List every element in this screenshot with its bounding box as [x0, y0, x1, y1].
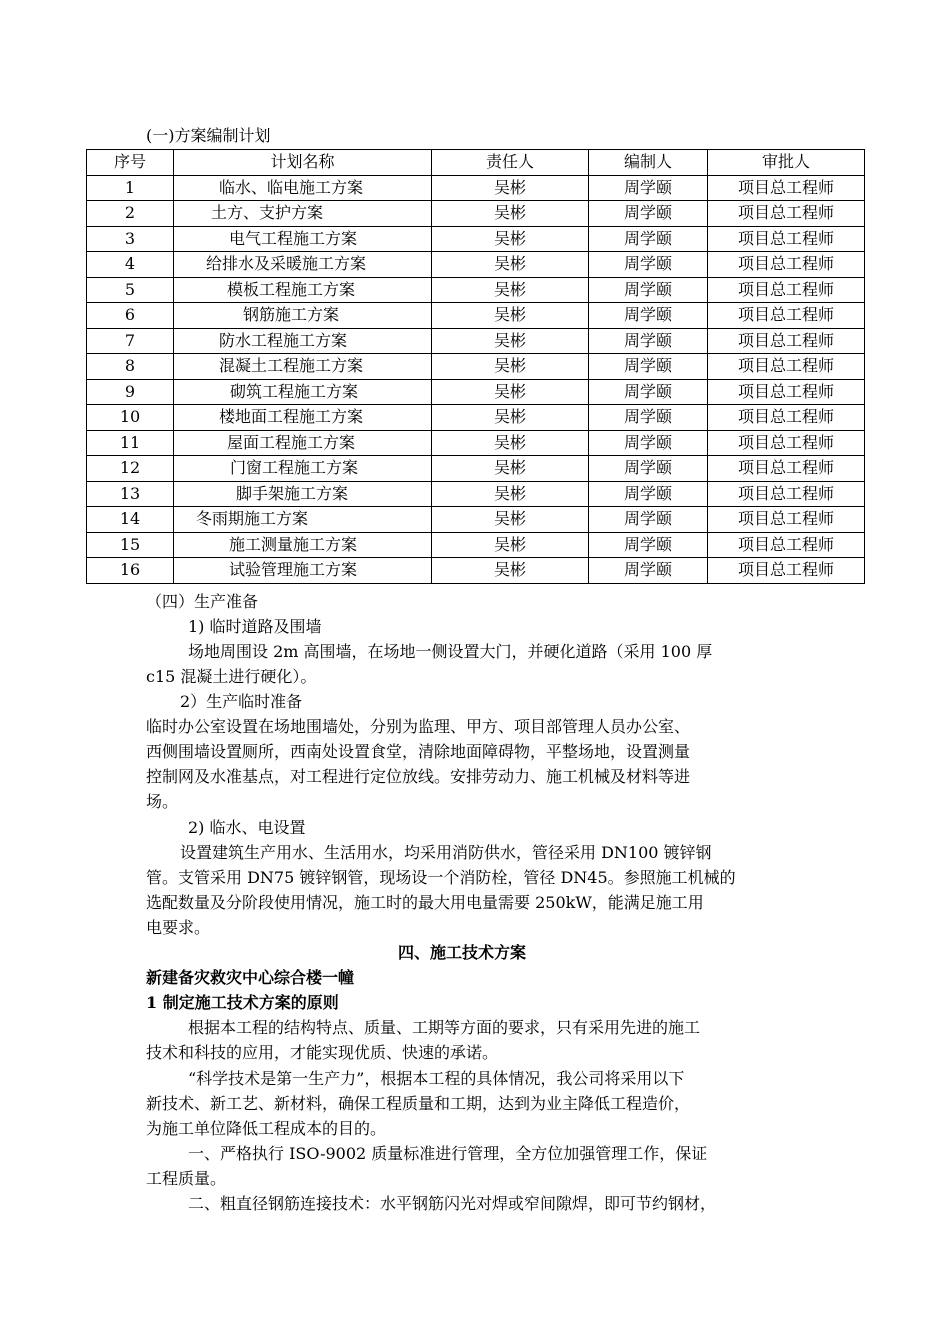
cell-index: 11 — [87, 430, 174, 456]
cell-author: 周学颐 — [589, 507, 708, 533]
cell-responsible: 吴彬 — [432, 252, 589, 278]
table-row — [87, 532, 865, 558]
cell-index: 4 — [87, 252, 174, 278]
cell-plan-name: 防水工程施工方案 — [174, 328, 432, 354]
cell-index: 16 — [87, 558, 174, 584]
cell-approver: 项目总工程师 — [708, 379, 865, 405]
cell-approver: 项目总工程师 — [708, 430, 865, 456]
cell-responsible: 吴彬 — [432, 354, 589, 380]
cell-approver: 项目总工程师 — [708, 277, 865, 303]
cell-approver: 项目总工程师 — [708, 175, 865, 201]
cell-plan-name: 钢筋施工方案 — [174, 303, 432, 329]
cell-responsible: 吴彬 — [432, 430, 589, 456]
cell-author: 周学颐 — [589, 303, 708, 329]
section-heading-technical: 四、施工技术方案 — [398, 943, 527, 962]
paragraph-line: 为施工单位降低工程成本的目的。 — [146, 1119, 387, 1138]
paragraph-line: 场地周围设 2m 高围墙，在场地一侧设置大门，并硬化道路（采用 100 厚 — [188, 642, 713, 661]
cell-index: 2 — [87, 201, 174, 227]
paragraph-line: 新技术、新工艺、新材料，确保工程质量和工期，达到为业主降低工程造价， — [146, 1094, 691, 1113]
cell-responsible: 吴彬 — [432, 201, 589, 227]
cell-responsible: 吴彬 — [432, 481, 589, 507]
cell-index: 9 — [87, 379, 174, 405]
paragraph-line: “科学技术是第一生产力”，根据本工程的具体情况，我公司将采用以下 — [188, 1069, 685, 1088]
cell-responsible: 吴彬 — [432, 532, 589, 558]
table-row — [87, 430, 865, 456]
table-row — [87, 277, 865, 303]
cell-plan-name: 给排水及采暖施工方案 — [174, 252, 432, 278]
cell-index: 1 — [87, 175, 174, 201]
table-row — [87, 558, 865, 584]
cell-approver: 项目总工程师 — [708, 507, 865, 533]
cell-index: 10 — [87, 405, 174, 431]
table-caption: (一)方案编制计划 — [146, 126, 271, 145]
table-row — [87, 507, 865, 533]
header-author: 编制人 — [589, 150, 708, 176]
cell-approver: 项目总工程师 — [708, 405, 865, 431]
cell-plan-name: 土方、支护方案 — [174, 201, 432, 227]
cell-author: 周学颐 — [589, 226, 708, 252]
paragraph-line: 技术和科技的应用，才能实现优质、快速的承诺。 — [146, 1043, 499, 1062]
cell-author: 周学颐 — [589, 175, 708, 201]
paragraph-line: 选配数量及分阶段使用情况，施工时的最大用电量需要 250kW，能满足施工用 — [146, 893, 704, 912]
cell-approver: 项目总工程师 — [708, 226, 865, 252]
cell-plan-name: 临水、临电施工方案 — [174, 175, 432, 201]
cell-plan-name: 脚手架施工方案 — [174, 481, 432, 507]
subsection-heading-principles: 1 制定施工技术方案的原则 — [146, 993, 339, 1012]
paragraph-line: 管。支管采用 DN75 镀锌钢管，现场设一个消防栓，管径 DN45。参照施工机械的 — [146, 868, 736, 887]
table-row — [87, 456, 865, 482]
cell-index: 14 — [87, 507, 174, 533]
cell-plan-name: 试验管理施工方案 — [174, 558, 432, 584]
cell-plan-name: 模板工程施工方案 — [174, 277, 432, 303]
cell-author: 周学颐 — [589, 354, 708, 380]
cell-plan-name: 屋面工程施工方案 — [174, 430, 432, 456]
plan-table — [86, 149, 865, 584]
cell-responsible: 吴彬 — [432, 277, 589, 303]
cell-author: 周学颐 — [589, 328, 708, 354]
cell-author: 周学颐 — [589, 558, 708, 584]
cell-approver: 项目总工程师 — [708, 252, 865, 278]
cell-author: 周学颐 — [589, 252, 708, 278]
cell-author: 周学颐 — [589, 405, 708, 431]
table-row — [87, 226, 865, 252]
paragraph-line: 二、粗直径钢筋连接技术：水平钢筋闪光对焊或窄间隙焊，即可节约钢材， — [188, 1194, 717, 1213]
cell-plan-name: 电气工程施工方案 — [174, 226, 432, 252]
cell-index: 6 — [87, 303, 174, 329]
cell-approver: 项目总工程师 — [708, 201, 865, 227]
cell-author: 周学颐 — [589, 277, 708, 303]
cell-author: 周学颐 — [589, 481, 708, 507]
header-responsible: 责任人 — [432, 150, 589, 176]
cell-approver: 项目总工程师 — [708, 481, 865, 507]
table-row — [87, 354, 865, 380]
header-plan-name: 计划名称 — [174, 150, 432, 176]
cell-responsible: 吴彬 — [432, 558, 589, 584]
table-row — [87, 201, 865, 227]
cell-responsible: 吴彬 — [432, 328, 589, 354]
cell-responsible: 吴彬 — [432, 226, 589, 252]
cell-plan-name: 混凝土工程施工方案 — [174, 354, 432, 380]
paragraph-line: 临时办公室设置在场地围墙处，分别为监理、甲方、项目部管理人员办公室、 — [146, 717, 691, 736]
table-row — [87, 405, 865, 431]
cell-responsible: 吴彬 — [432, 303, 589, 329]
cell-plan-name: 砌筑工程施工方案 — [174, 379, 432, 405]
table-row — [87, 328, 865, 354]
cell-author: 周学颐 — [589, 379, 708, 405]
project-title: 新建备灾救灾中心综合楼一幢 — [146, 968, 355, 987]
table-row — [87, 252, 865, 278]
cell-responsible: 吴彬 — [432, 175, 589, 201]
paragraph-line: 控制网及水准基点，对工程进行定位放线。安排劳动力、施工机械及材料等进 — [146, 767, 691, 786]
cell-responsible: 吴彬 — [432, 456, 589, 482]
cell-responsible: 吴彬 — [432, 379, 589, 405]
cell-responsible: 吴彬 — [432, 405, 589, 431]
table-body — [87, 175, 865, 583]
header-index: 序号 — [87, 150, 174, 176]
paragraph-line: 西侧围墙设置厕所，西南处设置食堂，清除地面障碍物，平整场地，设置测量 — [146, 742, 691, 761]
cell-index: 12 — [87, 456, 174, 482]
cell-index: 8 — [87, 354, 174, 380]
cell-plan-name: 楼地面工程施工方案 — [174, 405, 432, 431]
cell-index: 7 — [87, 328, 174, 354]
paragraph-line: 场。 — [146, 792, 179, 811]
cell-author: 周学颐 — [589, 532, 708, 558]
cell-author: 周学颐 — [589, 456, 708, 482]
table-row — [87, 175, 865, 201]
cell-approver: 项目总工程师 — [708, 303, 865, 329]
cell-index: 3 — [87, 226, 174, 252]
paragraph-line: c15 混凝土进行硬化）。 — [146, 667, 317, 686]
cell-plan-name: 施工测量施工方案 — [174, 532, 432, 558]
paragraph-line: 电要求。 — [146, 918, 211, 937]
cell-author: 周学颐 — [589, 201, 708, 227]
cell-responsible: 吴彬 — [432, 507, 589, 533]
table-row — [87, 379, 865, 405]
paragraph-line: 根据本工程的结构特点、质量、工期等方面的要求，只有采用先进的施工 — [188, 1018, 701, 1037]
subheading-temporary-road: 1) 临时道路及围墙 — [188, 617, 322, 636]
cell-author: 周学颐 — [589, 430, 708, 456]
cell-index: 15 — [87, 532, 174, 558]
header-approver: 审批人 — [708, 150, 865, 176]
subheading-water-power: 2) 临水、电设置 — [188, 818, 306, 837]
table-row — [87, 481, 865, 507]
table-row — [87, 303, 865, 329]
cell-plan-name: 门窗工程施工方案 — [174, 456, 432, 482]
cell-approver: 项目总工程师 — [708, 328, 865, 354]
paragraph-line: 一、严格执行 ISO-9002 质量标准进行管理，全方位加强管理工作，保证 — [188, 1144, 708, 1163]
cell-approver: 项目总工程师 — [708, 354, 865, 380]
paragraph-line: 设置建筑生产用水、生活用水，均采用消防供水，管径采用 DN100 镀锌钢 — [180, 843, 712, 862]
cell-approver: 项目总工程师 — [708, 558, 865, 584]
cell-approver: 项目总工程师 — [708, 456, 865, 482]
section-heading-production: （四）生产准备 — [146, 592, 259, 611]
cell-index: 5 — [87, 277, 174, 303]
paragraph-line: 工程质量。 — [146, 1169, 227, 1188]
cell-index: 13 — [87, 481, 174, 507]
cell-plan-name: 冬雨期施工方案 — [174, 507, 432, 533]
table-header-row — [87, 150, 865, 176]
subheading-temporary-prep: 2）生产临时准备 — [180, 692, 303, 711]
cell-approver: 项目总工程师 — [708, 532, 865, 558]
